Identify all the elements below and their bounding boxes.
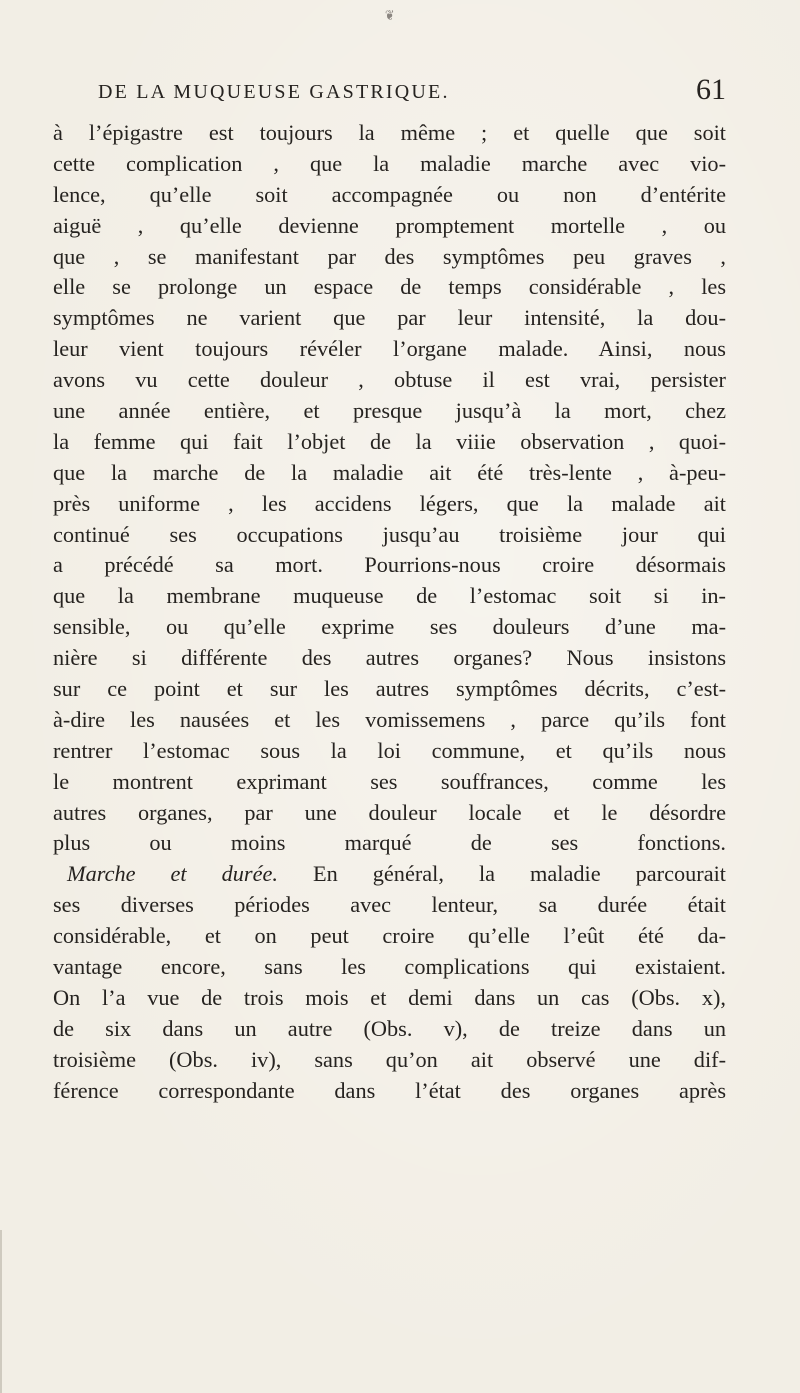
text-line: nière si différente des autres organes? Nous insistons [53, 645, 726, 671]
text-line: à l’épigastre est toujours la même ; et quelle que soit [53, 120, 726, 145]
text-line: vantage encore, sans les complications qui existaient. [53, 954, 726, 980]
text-line: ses diverses périodes avec lenteur, sa durée était [53, 892, 726, 918]
running-title: DE LA MUQUEUSE GASTRIQUE. [98, 81, 450, 103]
text-line: le montrent exprimant ses souffrances, comme les [53, 768, 726, 794]
page-edge-shadow [0, 1230, 2, 1393]
page-number: 61 [696, 73, 726, 106]
text-line: plus ou moins marqué de ses fonctions. [53, 830, 726, 856]
text-line: férence correspondante dans l’état des organes après [53, 1077, 726, 1103]
text-line: que , se manifestant par des symptômes peu graves , [53, 243, 726, 269]
subsection-first-line [53, 859, 726, 890]
text-line: symptômes ne varient que par leur intensité, la dou- [53, 305, 726, 331]
text-line: que la membrane muqueuse de l’estomac soit si in- [53, 583, 726, 609]
body-text [53, 118, 726, 1107]
text-line: de six dans un autre (Obs. v), de treize dans un [53, 1015, 726, 1041]
text-line: avons vu cette douleur , obtuse il est vrai, persister [53, 367, 726, 393]
text-line: considérable, et on peut croire qu’elle l’eût été da- [53, 923, 726, 949]
text-line: sur ce point et sur les autres symptômes décrits, c’est- [53, 676, 726, 702]
text-line: On l’a vue de trois mois et demi dans un cas (Obs. x), [53, 984, 726, 1010]
text-line: aiguë , qu’elle devienne promptement mortelle , ou [53, 212, 726, 238]
text-line: près uniforme , les accidens légers, que la malade ait [53, 490, 726, 516]
page-header [98, 74, 726, 110]
text-line: cette complication , que la maladie marche avec vio- [53, 150, 726, 176]
text-line: elle se prolonge un espace de temps considérable , les [53, 274, 726, 300]
text-line: lence, qu’elle soit accompagnée ou non d’entérite [53, 181, 726, 207]
text-line: la femme qui fait l’objet de la viiie observation , quoi- [53, 428, 726, 454]
subsection-first-line-text: En général, la maladie parcourait [312, 861, 726, 887]
text-line: sensible, ou qu’elle exprime ses douleurs d’une ma- [53, 614, 726, 640]
text-line: continué ses occupations jusqu’au troisième jour qui [53, 521, 726, 547]
text-line: une année entière, et presque jusqu’à la mort, chez [53, 398, 726, 424]
text-line: leur vient toujours révéler l’organe malade. Ainsi, nous [53, 336, 726, 362]
text-line: rentrer l’estomac sous la loi commune, et qu’ils nous [53, 737, 726, 763]
printer-ornament-icon: ❦ [385, 9, 395, 24]
text-line: à-dire les nausées et les vomissemens , parce qu’ils font [53, 706, 726, 732]
text-line: troisième (Obs. iv), sans qu’on ait observé une dif- [53, 1046, 726, 1072]
subsection-heading: Marche et durée. [67, 861, 278, 887]
text-line: a précédé sa mort. Pourrions-nous croire désormais [53, 552, 726, 578]
text-line: que la marche de la maladie ait été très-lente , à-peu- [53, 459, 726, 485]
text-line: autres organes, par une douleur locale et le désordre [53, 799, 726, 825]
